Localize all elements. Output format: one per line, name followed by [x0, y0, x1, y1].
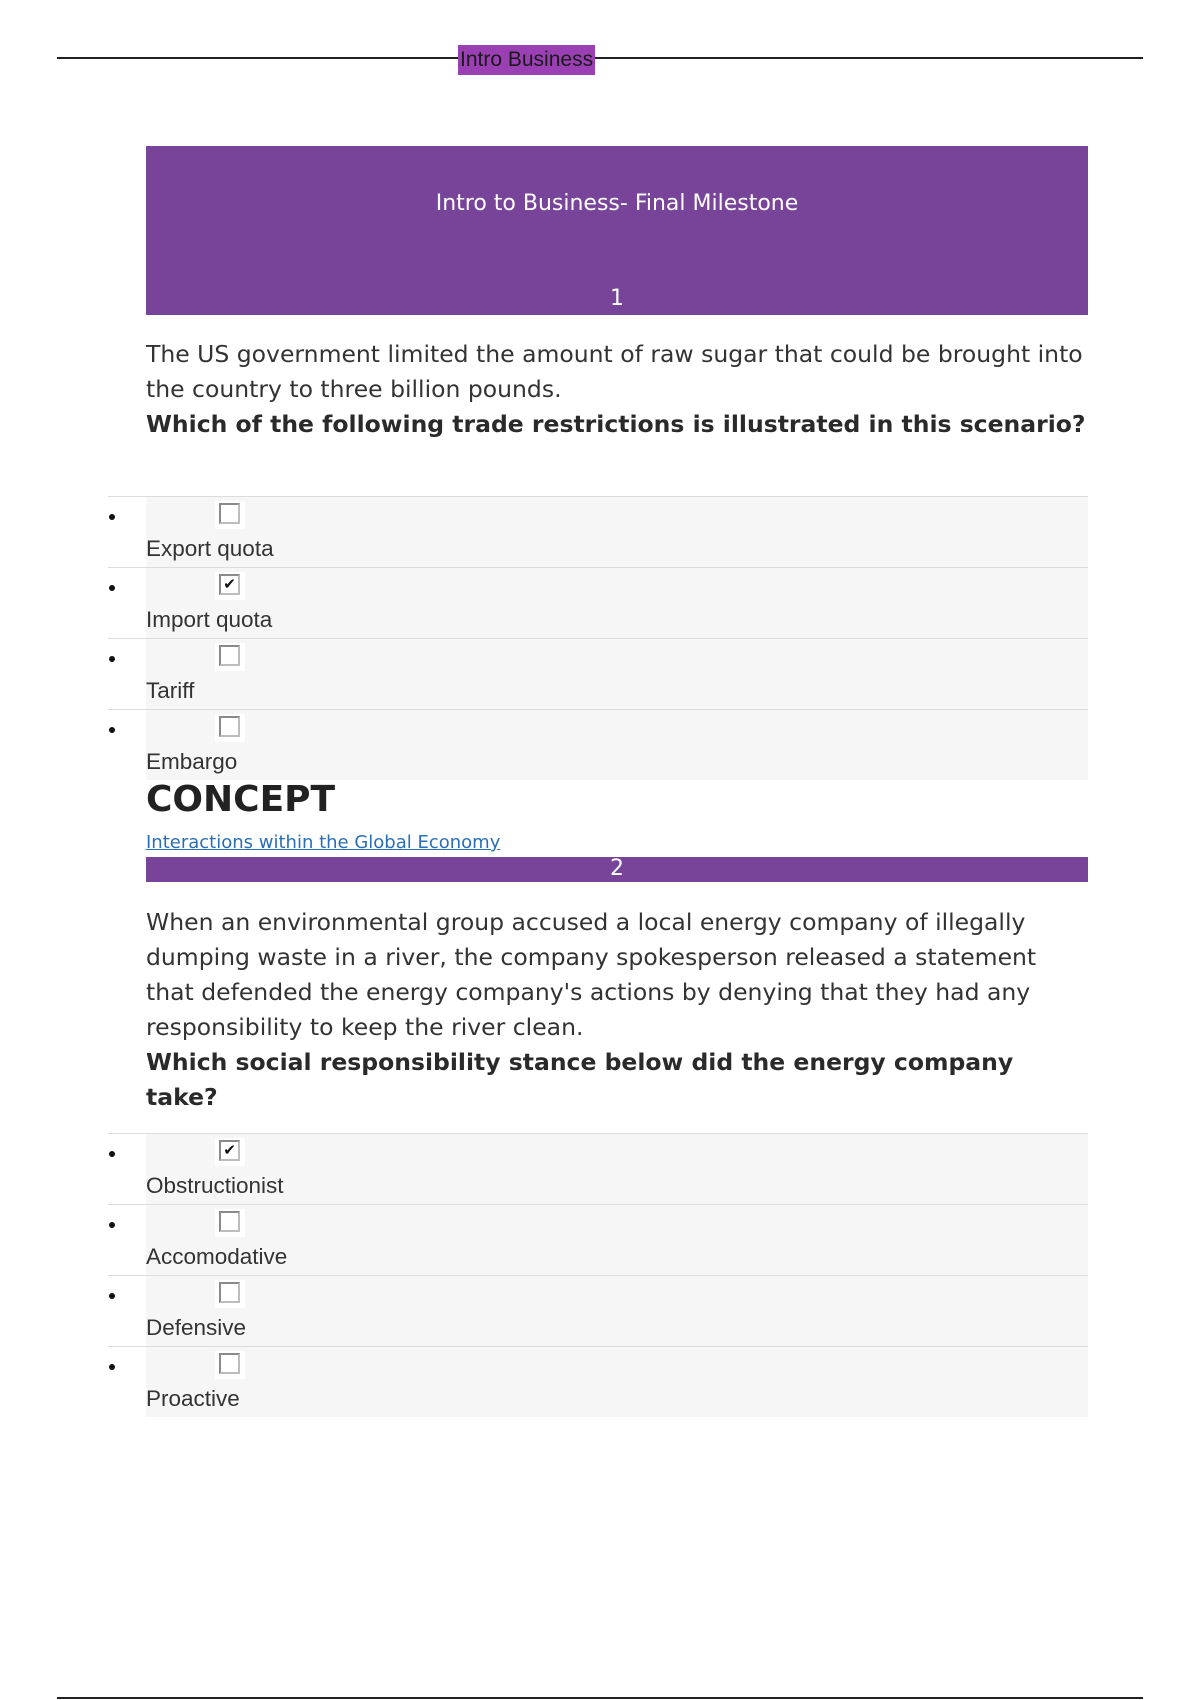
bullet-icon	[109, 1222, 115, 1228]
option-label: Accomodative	[146, 1244, 288, 1269]
option-label: Proactive	[146, 1386, 240, 1411]
checkbox[interactable]	[219, 645, 240, 666]
question-number: 1	[610, 286, 624, 311]
answer-option[interactable]	[108, 1346, 1088, 1417]
checkbox-checked[interactable]: ✔	[219, 1140, 240, 1161]
answer-option[interactable]	[108, 1133, 1088, 1204]
checkbox-checked[interactable]: ✔	[219, 574, 240, 595]
question-banner	[146, 857, 1088, 882]
answer-option[interactable]	[108, 496, 1088, 567]
bullet-area	[108, 639, 146, 709]
bullet-icon	[109, 1151, 115, 1157]
question-prompt: Which of the following trade restrictions is illustrated in this scenario?	[146, 410, 1086, 438]
concept-heading: CONCEPT	[146, 779, 336, 820]
option-label: Tariff	[146, 678, 195, 703]
option-label: Defensive	[146, 1315, 247, 1340]
option-label: Obstructionist	[146, 1173, 284, 1198]
answer-options	[108, 1133, 1088, 1417]
bullet-area	[108, 1347, 146, 1417]
question-number: 2	[610, 856, 624, 881]
bullet-area	[108, 1134, 146, 1204]
bullet-area	[108, 710, 146, 780]
answer-option[interactable]	[108, 638, 1088, 709]
checkbox[interactable]	[219, 1282, 240, 1303]
question-prompt: Which social responsibility stance below did the energy company take?	[146, 1048, 1014, 1111]
quiz-banner	[146, 146, 1088, 315]
concept-link[interactable]: Interactions within the Global Economy	[146, 832, 501, 853]
quiz-title: Intro to Business- Final Milestone	[435, 191, 799, 216]
bullet-area	[108, 1276, 146, 1346]
answer-options	[108, 496, 1088, 780]
top-rule	[57, 57, 1143, 59]
question-scenario: The US government limited the amount of raw sugar that could be brought into the country to three billion pounds.	[146, 340, 1083, 403]
option-label: Embargo	[146, 749, 238, 774]
option-label: Export quota	[146, 536, 274, 561]
checkbox[interactable]	[219, 1211, 240, 1232]
answer-option[interactable]	[108, 567, 1088, 638]
bullet-icon	[109, 656, 115, 662]
answer-option[interactable]	[108, 709, 1088, 780]
bullet-icon	[109, 727, 115, 733]
header-tag: Intro Business	[458, 45, 595, 75]
bullet-area	[108, 1205, 146, 1275]
option-label: Import quota	[146, 607, 273, 632]
bullet-icon	[109, 514, 115, 520]
question-scenario: When an environmental group accused a local energy company of illegally dumping waste in a river, the company spokesperson released a statement that defended the energy company's actions by denying that they had any responsibility to keep the river clean.	[146, 908, 1037, 1041]
question-2	[146, 905, 1088, 1115]
answer-option[interactable]	[108, 1204, 1088, 1275]
question-1	[146, 337, 1088, 442]
bullet-icon	[109, 585, 115, 591]
bullet-icon	[109, 1364, 115, 1370]
answer-option[interactable]	[108, 1275, 1088, 1346]
checkbox[interactable]	[219, 1353, 240, 1374]
checkbox[interactable]	[219, 503, 240, 524]
checkbox[interactable]	[219, 716, 240, 737]
bullet-area	[108, 568, 146, 638]
bullet-area	[108, 497, 146, 567]
bullet-icon	[109, 1293, 115, 1299]
bottom-rule	[57, 1697, 1143, 1699]
